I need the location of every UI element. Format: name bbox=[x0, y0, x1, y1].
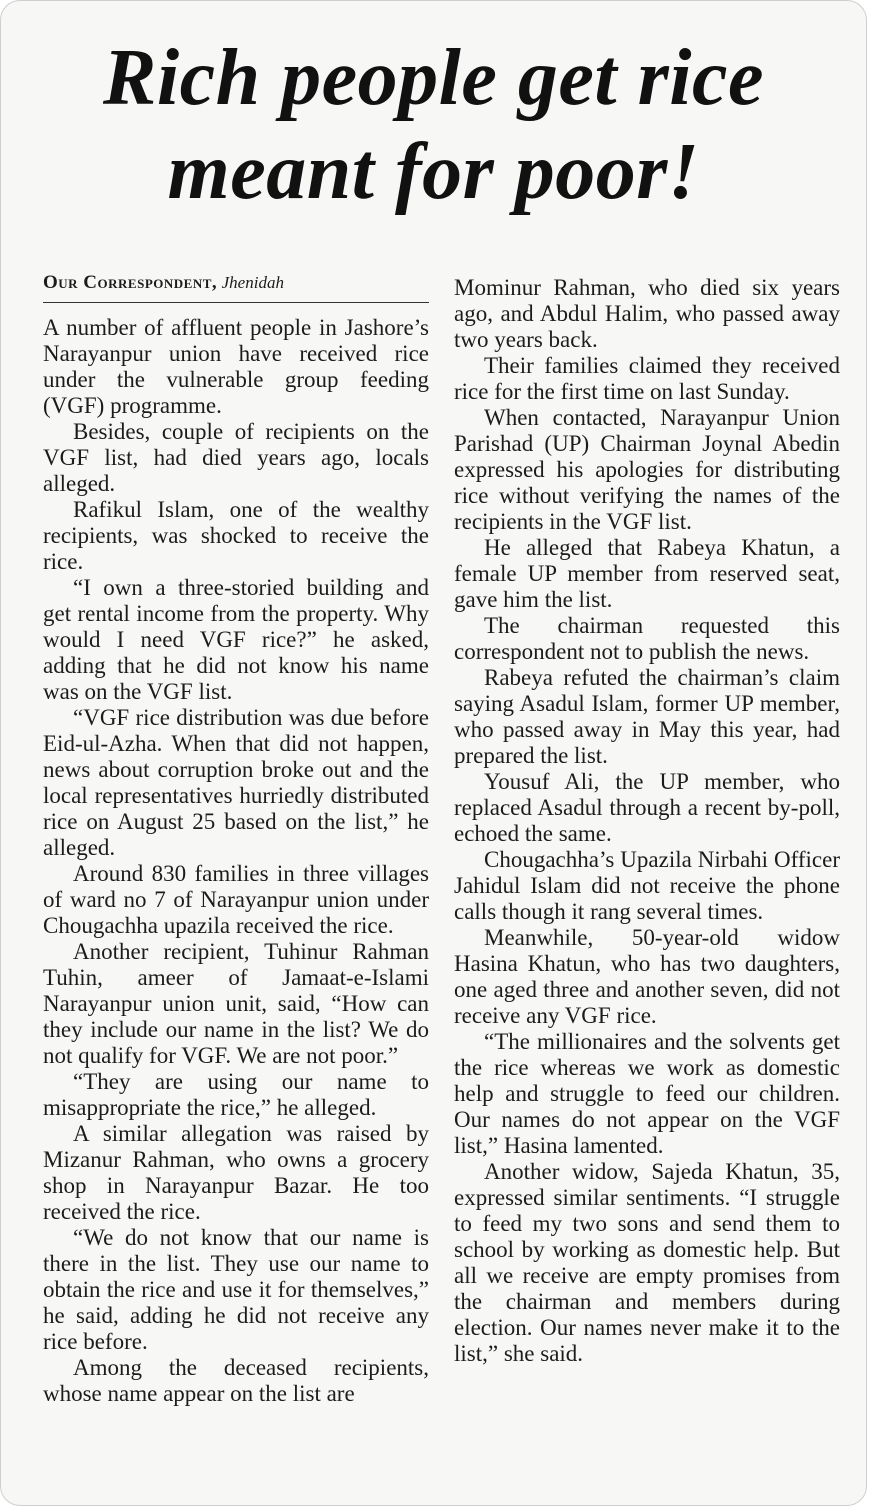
paragraph: “They are using our name to misappropriate the rice,” he alleged. bbox=[43, 1069, 429, 1120]
paragraph: Among the deceased recipients, whose name appear on the list are bbox=[43, 1355, 429, 1406]
article-column-right bbox=[454, 275, 840, 1367]
paragraph: Rafikul Islam, one of the wealthy recipients, was shocked to receive the rice. bbox=[43, 497, 429, 574]
article-column-left bbox=[43, 271, 429, 1407]
byline-correspondent: Our Correspondent, bbox=[43, 272, 218, 293]
paragraph: Yousuf Ali, the UP member, who replaced Asadul through a recent by-poll, echoed the same. bbox=[454, 769, 840, 846]
byline-location: Jhenidah bbox=[221, 273, 284, 292]
headline-line-2: meant for poor! bbox=[167, 128, 700, 216]
paragraph: “The millionaires and the solvents get the rice whereas we work as domestic help and struggle to feed our children. Our names do not appear on the VGF list,” Hasina lamented. bbox=[454, 1029, 840, 1158]
headline bbox=[21, 31, 846, 219]
paragraph: Besides, couple of recipients on the VGF list, had died years ago, locals alleged. bbox=[43, 419, 429, 496]
headline-line-1: Rich people get rice bbox=[103, 34, 764, 122]
paragraph: Rabeya refuted the chairman’s claim saying Asadul Islam, former UP member, who passed away in May this year, had prepared the list. bbox=[454, 665, 840, 768]
paragraph: “I own a three-storied building and get rental income from the property. Why would I need VGF rice?” he asked, adding that he did not know his name was on the VGF list. bbox=[43, 575, 429, 704]
paragraph: Chougachha’s Upazila Nirbahi Officer Jahidul Islam did not receive the phone calls though it rang several times. bbox=[454, 847, 840, 924]
paragraph: Mominur Rahman, who died six years ago, and Abdul Halim, who passed away two years back. bbox=[454, 275, 840, 352]
paragraph: Another recipient, Tuhinur Rahman Tuhin, ameer of Jamaat-e-Islami Narayanpur union unit, said, “How can they include our name in the list? We do not qualify for VGF. We are not poor.” bbox=[43, 939, 429, 1068]
paragraph: Meanwhile, 50-year-old widow Hasina Khatun, who has two daughters, one aged three and another seven, did not receive any VGF rice. bbox=[454, 925, 840, 1028]
paragraph: He alleged that Rabeya Khatun, a female UP member from reserved seat, gave him the list. bbox=[454, 535, 840, 612]
paragraph: Their families claimed they received rice for the first time on last Sunday. bbox=[454, 353, 840, 404]
paragraph: Around 830 families in three villages of ward no 7 of Narayanpur union under Chougachha upazila received the rice. bbox=[43, 861, 429, 938]
paragraph: Another widow, Sajeda Khatun, 35, expressed similar sentiments. “I struggle to feed my two sons and send them to school by working as domestic help. But all we receive are empty promises from the chairman and members during election. Our names never make it to the list,” she said. bbox=[454, 1159, 840, 1366]
paragraph: “We do not know that our name is there in the list. They use our name to obtain the rice and use it for themselves,” he said, adding he did not receive any rice before. bbox=[43, 1225, 429, 1354]
paragraph: The chairman requested this correspondent not to publish the news. bbox=[454, 613, 840, 664]
byline bbox=[43, 271, 429, 303]
paragraph: A number of affluent people in Jashore’s Narayanpur union have received rice under the vulnerable group feeding (VGF) programme. bbox=[43, 315, 429, 418]
paragraph: “VGF rice distribution was due before Eid-ul-Azha. When that did not happen, news about corruption broke out and the local representatives hurriedly distributed rice on August 25 based on the list,” he alleged. bbox=[43, 705, 429, 860]
paragraph: A similar allegation was raised by Mizanur Rahman, who owns a grocery shop in Narayanpur Bazar. He too received the rice. bbox=[43, 1121, 429, 1224]
paragraph: When contacted, Narayanpur Union Parishad (UP) Chairman Joynal Abedin expressed his apologies for distributing rice without verifying the names of the recipients in the VGF list. bbox=[454, 405, 840, 534]
